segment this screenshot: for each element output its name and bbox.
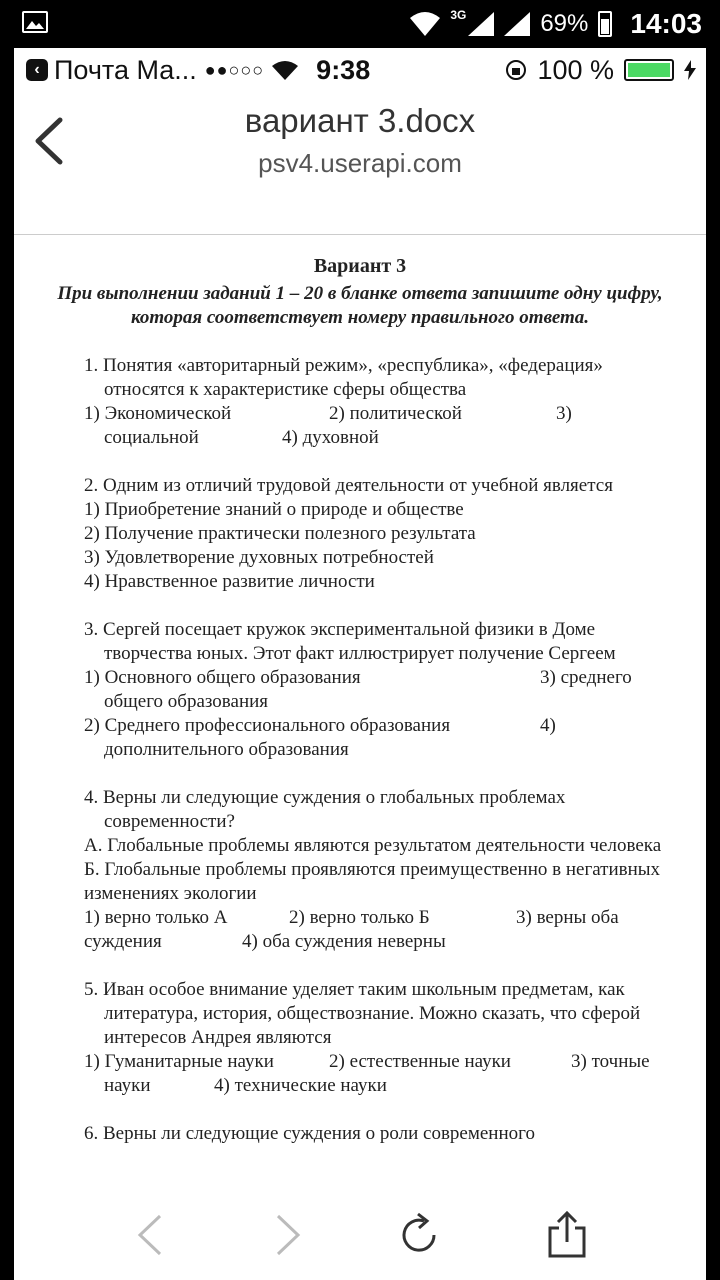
question-6: [84, 1122, 664, 1146]
answer-option: 4) духовной: [282, 427, 379, 448]
answer-option: 2) политической: [329, 403, 462, 424]
question-text: 5. Иван особое внимание уделяет таким школьным предметам, как литература, история, обществознание. Можно сказать, что сферой интересов Андрея являются: [84, 979, 641, 1048]
answer-option: социальной: [104, 427, 199, 448]
answer-option: 1) Экономической: [84, 403, 232, 424]
answer-option: 2) верно только Б: [289, 907, 430, 928]
document-header: [14, 92, 706, 235]
question-text: 4. Верны ли следующие суждения о глобальных проблемах современности?: [84, 787, 566, 832]
answer-option: дополнительного образования: [104, 739, 349, 760]
answer-option: 3) точные: [571, 1051, 650, 1072]
orientation-lock-icon: [505, 59, 527, 81]
question-text: 6. Верны ли следующие суждения о роли современного: [84, 1123, 535, 1144]
question-1: [84, 354, 664, 450]
android-clock: 14:03: [630, 8, 702, 39]
question-text: 2. Одним из отличий трудовой деятельности от учебной является: [84, 475, 613, 496]
doc-instruction: При выполнении заданий 1 – 20 в бланке ответа запишите одну цифру, которая соответствует номеру правильного ответа.: [57, 283, 663, 328]
signal-icon: [468, 12, 494, 36]
question-4: [84, 786, 664, 954]
ios-clock: 9:38: [316, 54, 371, 85]
ios-battery-icon: [624, 59, 674, 81]
gallery-notification-icon: [22, 11, 48, 33]
answer-option: 4) технические науки: [214, 1075, 387, 1096]
battery-icon: [598, 11, 612, 37]
document-title: вариант 3.docx: [244, 102, 476, 139]
answer-option: 2) Получение практически полезного результата: [84, 523, 476, 544]
question-text: 1. Понятия «авторитарный режим», «республика», «федерация» относятся к характеристике сферы общества: [84, 355, 603, 400]
wifi-icon: [272, 60, 298, 80]
forward-arrow-icon[interactable]: [262, 1210, 312, 1260]
question-text: 3. Сергей посещает кружок экспериментальной физики в Доме творчества юных. Этот факт иллюстрирует получение Сергеем: [84, 619, 616, 664]
answer-option: общего образования: [104, 691, 269, 712]
answer-option: 2) естественные науки: [329, 1051, 511, 1072]
answer-option: 1) Гуманитарные науки: [84, 1051, 274, 1072]
wifi-icon: [410, 12, 440, 36]
back-arrow-icon[interactable]: [126, 1210, 176, 1260]
answer-option: 4) Нравственное развитие личности: [84, 571, 375, 592]
question-2: [84, 474, 664, 594]
statement-b: Б. Глобальные проблемы проявляются преимущественно в негативных изменениях экологии: [84, 859, 661, 904]
reload-icon[interactable]: [394, 1210, 444, 1260]
back-to-app-icon[interactable]: ‹: [26, 59, 48, 81]
statement-a: А. Глобальные проблемы являются результатом деятельности человека: [84, 835, 662, 856]
share-icon[interactable]: [542, 1210, 592, 1260]
charging-icon: [684, 60, 696, 80]
answer-option: 1) Основного общего образования: [84, 667, 361, 688]
signal-dots: ●●○○○: [204, 59, 265, 80]
document-body: [14, 248, 706, 1146]
question-5: [84, 978, 664, 1098]
answer-option: 2) Среднего профессионального образования: [84, 715, 451, 736]
android-status-bar: [0, 0, 720, 48]
answer-option: 4): [540, 715, 556, 736]
answer-option: суждения: [84, 931, 162, 952]
answer-option: 1) Приобретение знаний о природе и обществе: [84, 499, 464, 520]
document-source: psv4.userapi.com: [258, 148, 462, 178]
answer-option: 3) верны оба: [516, 907, 619, 928]
doc-heading: Вариант 3: [313, 255, 407, 277]
network-type: 3G: [450, 8, 467, 22]
answer-option: 3): [556, 403, 572, 424]
answer-option: 3) среднего: [540, 667, 632, 688]
bottom-toolbar: [14, 1190, 706, 1280]
ios-battery-percent: 100 %: [537, 54, 614, 85]
answer-option: 3) Удовлетворение духовных потребностей: [84, 547, 434, 568]
ios-status-bar: [14, 48, 706, 92]
signal-icon-2: [504, 12, 530, 36]
screenshot-frame: [14, 48, 706, 1280]
back-app-label[interactable]: Почта Ма...: [54, 54, 197, 85]
answer-option: 4) оба суждения неверны: [242, 931, 446, 952]
question-3: [84, 618, 664, 762]
battery-percent: 69%: [540, 10, 589, 37]
answer-option: 1) верно только А: [84, 907, 228, 928]
answer-option: науки: [104, 1075, 151, 1096]
